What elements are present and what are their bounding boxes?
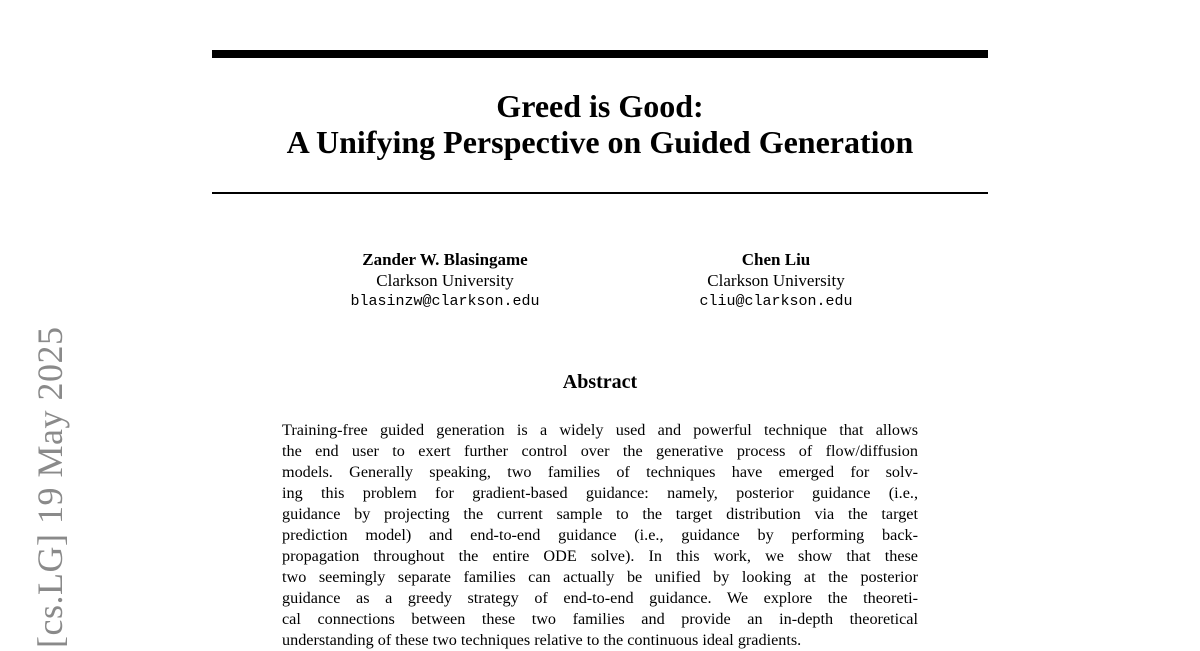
- abstract-line: understanding of these two techniques relative to the continuous ideal gradients.: [282, 631, 802, 649]
- abstract-line: models. Generally speaking, two families of techniques have emerged for solv-: [282, 463, 918, 481]
- abstract-line: prediction model) and end-to-end guidance (i.e., guidance by performing back-: [282, 526, 918, 544]
- author-name: Chen Liu: [741, 250, 811, 269]
- abstract-heading: Abstract: [562, 371, 638, 393]
- author-email: cliu@clarkson.edu: [699, 293, 853, 310]
- author-email: blasinzw@clarkson.edu: [350, 293, 540, 310]
- abstract-line: cal connections between these two families and provide an in-depth theoretical: [282, 610, 918, 628]
- author-block: [320, 249, 570, 313]
- author-block: [651, 249, 901, 313]
- author-affiliation: Clarkson University: [376, 271, 514, 290]
- author-affiliation: Clarkson University: [707, 271, 845, 290]
- abstract-line: the end user to exert further control over the generative process of flow/diffusion: [282, 442, 918, 460]
- abstract-line: guidance as a greedy strategy of end-to-end guidance. We explore the theoreti-: [282, 589, 918, 607]
- abstract-body: [282, 420, 918, 651]
- arxiv-side-stamp: [cs.LG] 19 May 2025: [30, 326, 70, 648]
- abstract-line: ing this problem for gradient-based guidance: namely, posterior guidance (i.e.,: [282, 484, 918, 502]
- title-bottom-rule: [212, 192, 988, 194]
- paper-title-line-2: A Unifying Perspective on Guided Generation: [286, 124, 914, 160]
- title-top-rule: [212, 50, 988, 58]
- paper-title-line-1: Greed is Good:: [496, 88, 704, 124]
- author-name: Zander W. Blasingame: [362, 250, 528, 269]
- abstract-line: propagation throughout the entire ODE solve). In this work, we show that these: [282, 547, 918, 565]
- abstract-line: guidance by projecting the current sample to the target distribution via the target: [282, 505, 918, 523]
- abstract-line: two seemingly separate families can actually be unified by looking at the posterior: [282, 568, 918, 586]
- abstract-line: Training-free guided generation is a widely used and powerful technique that allows: [282, 421, 918, 439]
- paper-title: [212, 88, 988, 160]
